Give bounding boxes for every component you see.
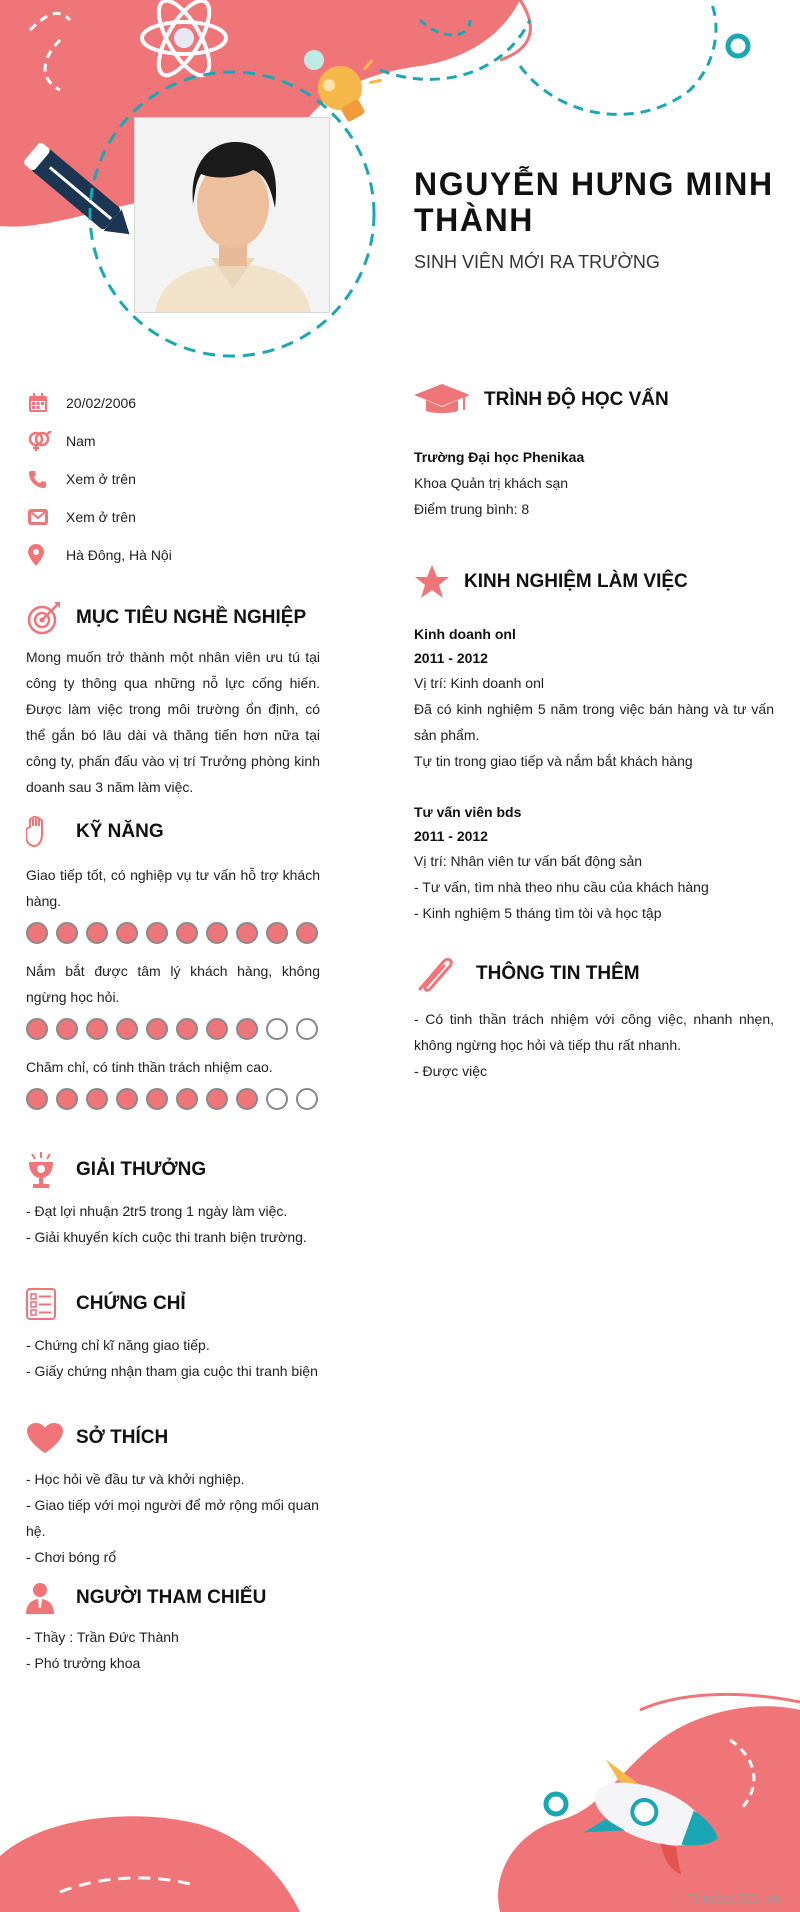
job-time: 2011 - 2012 [414, 828, 488, 844]
rating-dot-filled [296, 922, 318, 944]
person-icon [26, 1578, 76, 1618]
section-experience [414, 562, 774, 926]
calendar-icon [26, 392, 64, 414]
skill-rating [26, 1018, 320, 1040]
section-certificates [26, 1284, 320, 1384]
location-pin-icon [26, 544, 64, 566]
gender-icon [26, 430, 64, 452]
reference-line: - Thầy : Trần Đức Thành [26, 1629, 179, 1645]
skill-item [26, 1054, 320, 1110]
skill-name: Chăm chỉ, có tinh thần trách nhiệm cao. [26, 1059, 273, 1075]
rating-dot-filled [146, 1088, 168, 1110]
star-icon [414, 562, 464, 602]
job-entry [414, 800, 774, 926]
trophy-icon [26, 1150, 76, 1190]
target-icon [26, 598, 76, 638]
award-line: - Đạt lợi nhuận 2tr5 trong 1 ngày làm việc. [26, 1203, 288, 1219]
skill-name: Nắm bắt được tâm lý khách hàng, không ngừng học hỏi. [26, 963, 320, 1005]
rating-dot-filled [146, 1018, 168, 1040]
info-gender [26, 422, 326, 460]
job-company: Kinh doanh onl [414, 626, 516, 642]
additional-header [414, 954, 774, 994]
phone-value: Xem ở trên [66, 471, 136, 487]
rating-dot-filled [116, 1018, 138, 1040]
objective-title: MỤC TIÊU NGHỀ NGHIỆP [76, 607, 307, 628]
rating-dot-filled [86, 1088, 108, 1110]
job-company: Tư vấn viên bds [414, 804, 522, 820]
section-skills [26, 812, 320, 1124]
job-line: - Tư vấn, tìm nhà theo nhu cầu của khách hàng [414, 879, 709, 895]
rating-dot-filled [116, 1088, 138, 1110]
skill-rating [26, 1088, 320, 1110]
rating-dot-filled [26, 1018, 48, 1040]
email-value: Xem ở trên [66, 509, 136, 525]
info-email [26, 498, 326, 536]
additional-line: - Có tinh thần trách nhiệm với công việc, nhanh nhẹn, không ngừng học hỏi và tiếp thu rất nhanh. [414, 1011, 774, 1053]
school-major: Khoa Quản trị khách sạn [414, 475, 569, 491]
rating-dot-filled [146, 922, 168, 944]
info-birthday [26, 384, 326, 422]
hobby-line: - Giao tiếp với mọi người để mở rộng mối quan hệ. [26, 1497, 319, 1539]
rating-dot-filled [206, 1018, 228, 1040]
job-line: Vị trí: Kinh doanh onl [414, 675, 544, 691]
experience-title: KINH NGHIỆM LÀM VIỆC [464, 571, 688, 592]
watermark: ∴ Timviec365.vn [671, 1892, 780, 1906]
rating-dot-filled [206, 922, 228, 944]
education-title: TRÌNH ĐỘ HỌC VẤN [484, 389, 669, 410]
awards-list [26, 1198, 320, 1250]
checklist-icon [26, 1284, 76, 1324]
education-body [414, 444, 774, 522]
rating-dot-filled [56, 1018, 78, 1040]
job-line: - Kinh nghiệm 5 tháng tìm tòi và học tập [414, 905, 662, 921]
objective-header [26, 598, 320, 638]
info-phone [26, 460, 326, 498]
hobby-line: - Học hỏi về đầu tư và khởi nghiệp. [26, 1471, 245, 1487]
candidate-position: SINH VIÊN MỚI RA TRƯỜNG [414, 252, 660, 272]
job-entry [414, 622, 774, 774]
references-list [26, 1624, 320, 1676]
references-header [26, 1578, 320, 1618]
profile-photo [134, 117, 330, 313]
info-address [26, 536, 326, 574]
rating-dot-empty [266, 1018, 288, 1040]
section-additional-info [414, 954, 774, 1084]
birthday-value: 20/02/2006 [66, 395, 137, 411]
graduation-cap-icon [414, 380, 484, 420]
section-objective [26, 598, 320, 800]
avatar [135, 118, 330, 313]
skill-item [26, 958, 320, 1040]
rating-dot-filled [206, 1088, 228, 1110]
rating-dot-filled [176, 1088, 198, 1110]
rating-dot-empty [296, 1018, 318, 1040]
email-icon [26, 506, 64, 528]
personal-info [26, 384, 326, 574]
skills-title: KỸ NĂNG [76, 821, 164, 842]
address-value: Hà Đông, Hà Nội [66, 547, 172, 563]
hobbies-list [26, 1466, 320, 1570]
hand-icon [26, 812, 76, 852]
additional-body [414, 1006, 774, 1084]
awards-header [26, 1150, 320, 1190]
reference-line: - Phó trưởng khoa [26, 1655, 141, 1671]
job-line: Vị trí: Nhân viên tư vấn bất động sản [414, 853, 643, 869]
heart-icon [26, 1418, 76, 1458]
references-title: NGƯỜI THAM CHIẾU [76, 1587, 267, 1608]
experience-list [414, 622, 774, 926]
additional-line: - Được việc [414, 1063, 488, 1079]
rating-dot-filled [236, 1088, 258, 1110]
certificates-title: CHỨNG CHỈ [76, 1293, 186, 1314]
additional-title: THÔNG TIN THÊM [476, 963, 640, 984]
section-references [26, 1578, 320, 1676]
hobbies-header [26, 1418, 320, 1458]
certificate-line: - Giấy chứng nhận tham gia cuộc thi tranh biện [26, 1363, 318, 1379]
rating-dot-filled [56, 1088, 78, 1110]
phone-icon [26, 468, 64, 490]
skill-name: Giao tiếp tốt, có nghiệp vụ tư vấn hỗ trợ khách hàng. [26, 867, 320, 909]
job-time: 2011 - 2012 [414, 650, 488, 666]
objective-text: Mong muốn trở thành một nhân viên ưu tú tại công ty thông qua những nỗ lực cống hiến. Được làm việc trong môi trường ổn định, có thể gắn bó lâu dài và thăng tiến hơn nữa tại công ty, phấn đấu vào vị trí Trưởng phòng kinh doanh sau 3 năm làm việc. [26, 649, 320, 795]
school-gpa: Điểm trung bình: 8 [414, 501, 530, 517]
rating-dot-filled [86, 1018, 108, 1040]
section-awards [26, 1150, 320, 1250]
rating-dot-filled [26, 922, 48, 944]
section-hobbies [26, 1418, 320, 1570]
education-header [414, 378, 774, 422]
rating-dot-filled [236, 1018, 258, 1040]
rating-dot-filled [116, 922, 138, 944]
certificates-list [26, 1332, 320, 1384]
school-name: Trường Đại học Phenikaa [414, 449, 585, 465]
rating-dot-filled [176, 922, 198, 944]
award-line: - Giải khuyến kích cuộc thi tranh biện trường. [26, 1229, 307, 1245]
job-line: Tự tin trong giao tiếp và nắm bắt khách hàng [414, 753, 693, 769]
paperclip-icon [414, 954, 476, 994]
hobby-line: - Chơi bóng rổ [26, 1549, 117, 1565]
job-line: Đã có kinh nghiệm 5 năm trong việc bán hàng và tư vấn sản phẩm. [414, 701, 774, 743]
candidate-name: NGUYỄN HƯNG MINH THÀNH [414, 166, 774, 238]
certificates-header [26, 1284, 320, 1324]
rating-dot-filled [26, 1088, 48, 1110]
rating-dot-filled [266, 922, 288, 944]
certificate-line: - Chứng chỉ kĩ năng giao tiếp. [26, 1337, 210, 1353]
gender-value: Nam [66, 433, 96, 449]
rating-dot-filled [86, 922, 108, 944]
skill-item [26, 862, 320, 944]
footer-decoration [0, 1680, 800, 1912]
rating-dot-filled [176, 1018, 198, 1040]
experience-header [414, 562, 774, 602]
skills-header [26, 812, 320, 852]
skills-list [26, 862, 320, 1110]
rating-dot-filled [56, 922, 78, 944]
awards-title: GIẢI THƯỞNG [76, 1159, 207, 1180]
rating-dot-empty [296, 1088, 318, 1110]
rating-dot-empty [266, 1088, 288, 1110]
hobbies-title: SỞ THÍCH [76, 1427, 169, 1448]
rating-dot-filled [236, 922, 258, 944]
skill-rating [26, 922, 320, 944]
section-education [414, 378, 774, 522]
